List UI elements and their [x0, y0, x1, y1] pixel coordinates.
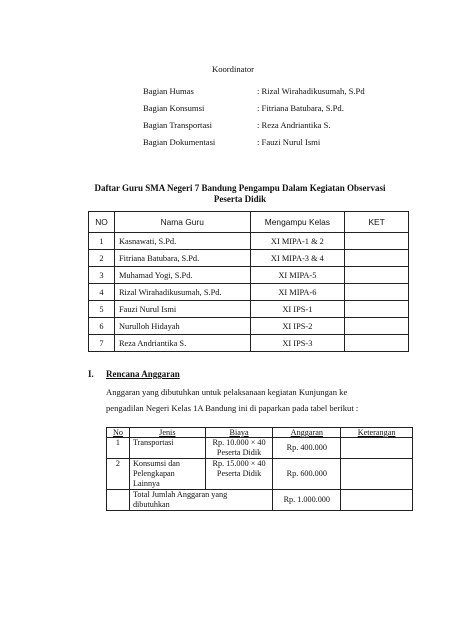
table-row: [107, 438, 413, 459]
cell-nama: Fitriana Batubara, S.Pd.: [114, 250, 250, 267]
cell-kelas: XI IPS-2: [250, 318, 345, 335]
cell-ket: [345, 335, 409, 352]
table-header-row: [107, 428, 413, 438]
cell-nama: Rizal Wirahadikusumah, S.Pd.: [114, 284, 250, 301]
cell-no: 1: [107, 438, 130, 459]
cell-kelas: XI IPS-1: [250, 301, 345, 318]
cell-no: 2: [107, 459, 130, 490]
cell-no: 3: [89, 267, 115, 284]
cell-jenis: Konsumsi dan Pelengkapan Lainnya: [129, 459, 205, 490]
cell-no: 6: [89, 318, 115, 335]
cell-no: 1: [89, 233, 115, 250]
role-person: : Rizal Wirahadikusumah, S.Pd: [257, 86, 365, 96]
cell-ket: [345, 301, 409, 318]
role-label: Bagian Konsumsi: [143, 103, 205, 113]
cell-total-label: Total Jumlah Anggaran yang dibutuhkan: [129, 490, 272, 511]
total-row: [107, 490, 413, 511]
cell-anggaran: Rp. 600.000: [273, 459, 341, 490]
guru-title-line-2: Peserta Didik: [213, 194, 267, 204]
cell-kelas: XI IPS-3: [250, 335, 345, 352]
guru-table-title: [90, 183, 390, 205]
cell-no: 2: [89, 250, 115, 267]
cell-nama: Muhamad Yogi, S.Pd.: [114, 267, 250, 284]
guru-title-line-1: Daftar Guru SMA Negeri 7 Bandung Pengampu Dalam Kegiatan Observasi: [94, 183, 386, 193]
role-person: : Reza Andriantika S.: [257, 120, 331, 130]
role-row-konsumsi: [143, 103, 403, 115]
intro-text-line-1: Anggaran yang dibutuhkan untuk pelaksanaan kegiatan Kunjungan ke: [106, 387, 348, 397]
cell-kelas: XI MIPA-6: [250, 284, 345, 301]
cell-biaya: Rp. 10.000 × 40 Peserta Didik: [205, 438, 273, 459]
table-header-row: [89, 212, 409, 233]
table-row: [89, 267, 409, 284]
cell-no: 4: [89, 284, 115, 301]
role-row-humas: [143, 86, 403, 98]
cell-keterangan: [341, 438, 413, 459]
coordinator-title: Koordinator: [212, 64, 255, 74]
budget-table: [106, 427, 413, 511]
role-row-transportasi: [143, 120, 403, 132]
cell-keterangan: [341, 490, 413, 511]
table-row: [89, 335, 409, 352]
cell-jenis: Transportasi: [129, 438, 205, 459]
cell-no-empty: [107, 490, 130, 511]
cell-anggaran: Rp. 400.000: [273, 438, 341, 459]
cell-biaya: Rp. 15.000 × 40 Peserta Didik: [205, 459, 273, 490]
cell-no: 7: [89, 335, 115, 352]
cell-kelas: XI MIPA-5: [250, 267, 345, 284]
header-no: NO: [89, 212, 115, 233]
cell-nama: Kasnawati, S.Pd.: [114, 233, 250, 250]
guru-table: [88, 211, 409, 352]
table-row: [89, 233, 409, 250]
section-title: Rencana Anggaran: [106, 369, 180, 379]
header-nama-guru: Nama Guru: [114, 212, 250, 233]
cell-nama: Fauzi Nurul Ismi: [114, 301, 250, 318]
table-row: [89, 301, 409, 318]
header-anggaran: Anggaran: [273, 428, 341, 438]
table-row: [89, 250, 409, 267]
role-row-dokumentasi: [143, 137, 403, 149]
cell-kelas: XI MIPA-1 & 2: [250, 233, 345, 250]
cell-ket: [345, 318, 409, 335]
header-jenis: Jenis: [129, 428, 205, 438]
role-label: Bagian Dokumentasi: [143, 137, 216, 147]
cell-keterangan: [341, 459, 413, 490]
role-person: : Fauzi Nurul Ismi: [257, 137, 321, 147]
cell-nama: Reza Andriantika S.: [114, 335, 250, 352]
cell-ket: [345, 284, 409, 301]
role-label: Bagian Transportasi: [143, 120, 212, 130]
header-biaya: Biaya: [205, 428, 273, 438]
section-number: I.: [88, 369, 94, 379]
table-row: [89, 284, 409, 301]
cell-total-anggaran: Rp. 1.000.000: [273, 490, 341, 511]
cell-ket: [345, 233, 409, 250]
role-label: Bagian Humas: [143, 86, 194, 96]
cell-nama: Nurulloh Hidayah: [114, 318, 250, 335]
header-no: No: [107, 428, 130, 438]
cell-ket: [345, 267, 409, 284]
header-mengampu-kelas: Mengampu Kelas: [250, 212, 345, 233]
cell-ket: [345, 250, 409, 267]
header-ket: KET: [345, 212, 409, 233]
intro-text-line-2: pengadilan Negeri Kelas 1A Bandung ini di paparkan pada tabel berikut :: [106, 403, 359, 413]
header-keterangan: Keterangan: [341, 428, 413, 438]
cell-kelas: XI MIPA-3 & 4: [250, 250, 345, 267]
role-person: : Fitriana Batubara, S.Pd.: [257, 103, 344, 113]
cell-no: 5: [89, 301, 115, 318]
table-row: [89, 318, 409, 335]
table-row: [107, 459, 413, 490]
